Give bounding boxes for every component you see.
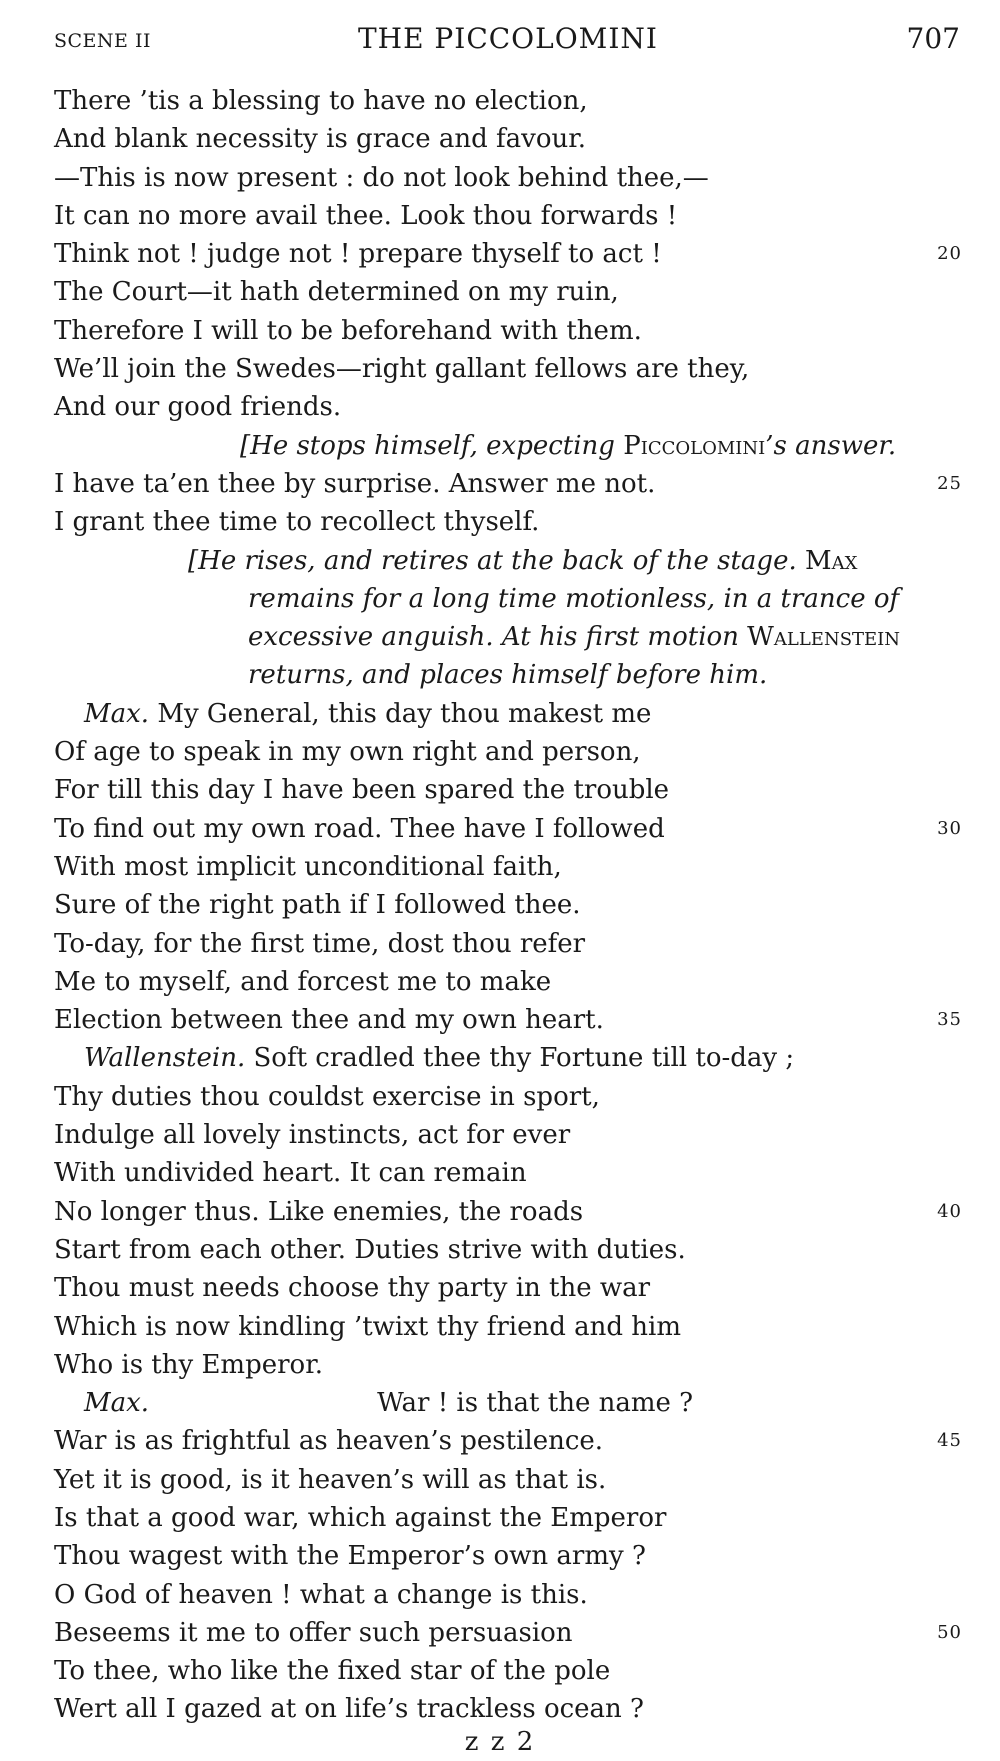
verse-line: Wallenstein. Soft cradled thee thy Fortune till to-day ;	[84, 1043, 795, 1074]
verse-line: There ’tis a blessing to have no election,	[54, 86, 588, 116]
verse-line: And our good friends.	[54, 392, 342, 423]
verse-line: Of age to speak in my own right and person,	[54, 737, 641, 768]
line-number: 50	[937, 1621, 962, 1643]
verse-line: To find out my own road. Thee have I followed 30	[54, 810, 962, 848]
verse-line: Sure of the right path if I followed thee.	[54, 890, 581, 921]
speaker-name: Max.	[84, 1388, 150, 1419]
character-name: Max	[805, 545, 858, 576]
stage-direction: excessive anguish. At his first motion Wallenstein	[248, 622, 901, 653]
scene-label: SCENE II	[54, 30, 151, 52]
verse-line: Which is now kindling ’twixt thy friend and him	[54, 1311, 682, 1342]
page-number: 707	[906, 22, 960, 55]
verse-line: Therefore I will to be beforehand with them.	[54, 315, 642, 346]
verse-line: I grant thee time to recollect thyself.	[54, 507, 540, 538]
verse-line: The Court—it hath determined on my ruin,	[54, 277, 619, 308]
verse-line: Indulge all lovely instincts, act for ever	[54, 1120, 571, 1151]
verse-line: To thee, who like the fixed star of the pole	[54, 1656, 611, 1687]
running-head	[54, 22, 962, 58]
verse-line: Yet it is good, is it heaven’s will as that is.	[54, 1464, 607, 1495]
line-number: 30	[937, 817, 962, 839]
verse-line: Max. War ! is that the name ?	[84, 1388, 694, 1419]
verse-line: We’ll join the Swedes—right gallant fellows are they,	[54, 354, 750, 385]
speaker-name: Wallenstein.	[84, 1043, 246, 1074]
stage-direction: returns, and places himself before him.	[248, 660, 768, 691]
verse-line: Election between thee and my own heart. 35	[54, 1001, 962, 1039]
verse-line: Who is thy Emperor.	[54, 1349, 324, 1380]
line-number: 20	[937, 243, 962, 265]
line-number: 35	[937, 1009, 962, 1031]
line-number: 25	[937, 472, 962, 494]
verse-line: Beseems it me to offer such persuasion 50	[54, 1614, 962, 1652]
line-number: 40	[937, 1200, 962, 1222]
verse-line: Max. My General, this day thou makest me	[84, 698, 652, 729]
verse-line: And blank necessity is grace and favour.	[54, 124, 587, 155]
verse-line: O God of heaven ! what a change is this.	[54, 1579, 588, 1610]
running-title: THE PICCOLOMINI	[358, 22, 658, 55]
character-name: Piccolomini	[623, 430, 766, 461]
stage-direction: remains for a long time motionless, in a trance of	[248, 583, 900, 614]
stage-direction: [He stops himself, expecting Piccolomini’s answer.	[240, 430, 897, 461]
verse-text	[54, 82, 962, 1729]
verse-line: Thy duties thou couldst exercise in sport,	[54, 1081, 600, 1112]
verse-line: Is that a good war, which against the Emperor	[54, 1502, 667, 1533]
character-name: Wallenstein	[747, 622, 901, 653]
verse-line: For till this day I have been spared the trouble	[54, 775, 670, 806]
verse-line: To-day, for the first time, dost thou refer	[54, 928, 586, 959]
verse-line: Wert all I gazed at on life’s trackless ocean ?	[54, 1694, 644, 1725]
verse-line: It can no more avail thee. Look thou forwards !	[54, 200, 678, 231]
verse-line: With most implicit unconditional faith,	[54, 851, 562, 882]
signature-mark: z z 2	[464, 1727, 536, 1757]
verse-line: With undivided heart. It can remain	[54, 1158, 527, 1189]
verse-line: Thou must needs choose thy party in the war	[54, 1273, 651, 1304]
verse-line: War is as frightful as heaven’s pestilence. 45	[54, 1422, 962, 1460]
verse-line: I have ta’en thee by surprise. Answer me not. 25	[54, 465, 962, 503]
verse-line: Think not ! judge not ! prepare thyself to act ! 20	[54, 235, 962, 273]
stage-direction: [He rises, and retires at the back of the stage. Max	[188, 545, 858, 576]
line-number: 45	[937, 1430, 962, 1452]
verse-line: Thou wagest with the Emperor’s own army ?	[54, 1541, 646, 1572]
verse-line: —This is now present : do not look behind thee,—	[54, 162, 709, 193]
speaker-name: Max.	[84, 698, 150, 729]
verse-line: Start from each other. Duties strive with duties.	[54, 1234, 686, 1265]
verse-line: Me to myself, and forcest me to make	[54, 966, 552, 997]
verse-line: No longer thus. Like enemies, the roads 40	[54, 1193, 962, 1231]
